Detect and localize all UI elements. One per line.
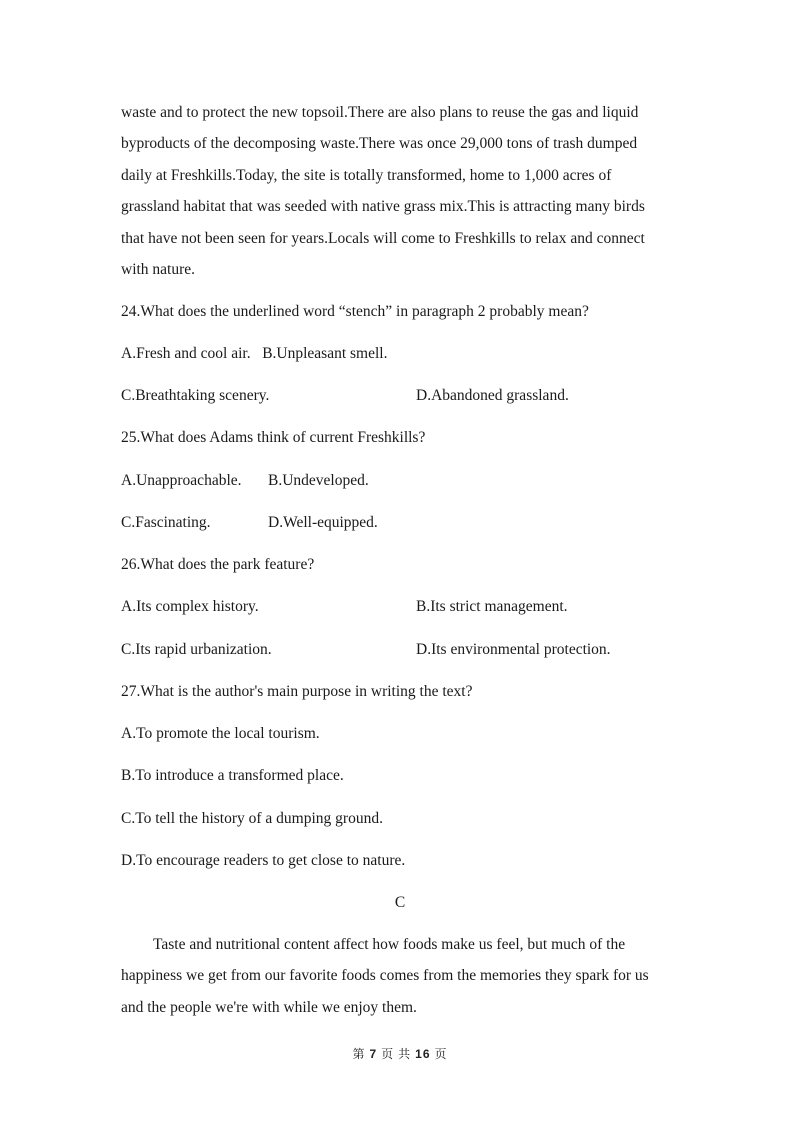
question-27-option-d: D.To encourage readers to get close to nature. bbox=[121, 852, 406, 869]
section-c-line-3: and the people we're with while we enjoy them. bbox=[121, 998, 417, 1016]
question-27-option-b: B.To introduce a transformed place. bbox=[121, 767, 344, 784]
section-c-heading: C bbox=[394, 894, 406, 911]
question-26-option-c: C.Its rapid urbanization. bbox=[121, 641, 272, 658]
question-24-option-d: D.Abandoned grassland. bbox=[416, 387, 569, 404]
question-26-stem: 26.What does the park feature? bbox=[121, 556, 315, 573]
footer-page-number: 7 bbox=[369, 1047, 378, 1061]
footer-suffix: 页 bbox=[434, 1047, 448, 1061]
passage-b-line-3: daily at Freshkills.Today, the site is totally transformed, home to 1,000 acres of bbox=[121, 166, 612, 184]
question-27-option-c: C.To tell the history of a dumping ground. bbox=[121, 810, 383, 827]
footer-middle: 页 共 bbox=[381, 1047, 412, 1061]
question-25-option-b: B.Undeveloped. bbox=[268, 472, 369, 489]
question-25-option-d: D.Well-equipped. bbox=[268, 514, 378, 531]
section-c-paragraph bbox=[121, 929, 701, 1023]
question-24-option-b: B.Unpleasant smell. bbox=[262, 345, 388, 362]
passage-b-line-4: grassland habitat that was seeded with native grass mix.This is attracting many birds bbox=[121, 198, 645, 216]
question-24-options-ab bbox=[121, 344, 387, 364]
passage-b-line-5: that have not been seen for years.Locals will come to Freshkills to relax and connect bbox=[121, 229, 645, 247]
question-26-option-b: B.Its strict management. bbox=[416, 598, 568, 615]
footer-total-pages: 16 bbox=[415, 1047, 431, 1061]
section-c-line-1: Taste and nutritional content affect how foods make us feel, but much of the bbox=[153, 936, 626, 953]
question-25-option-c: C.Fascinating. bbox=[121, 514, 211, 531]
question-25-stem: 25.What does Adams think of current Freshkills? bbox=[121, 429, 426, 446]
section-c-line-2: happiness we get from our favorite foods comes from the memories they spark for us bbox=[121, 967, 649, 985]
question-24-option-a: A.Fresh and cool air. bbox=[121, 345, 251, 362]
question-25-option-a: A.Unapproachable. bbox=[121, 472, 242, 489]
question-27-stem: 27.What is the author's main purpose in writing the text? bbox=[121, 683, 473, 700]
question-26-option-d: D.Its environmental protection. bbox=[416, 641, 611, 658]
question-26-option-a: A.Its complex history. bbox=[121, 598, 259, 615]
footer-prefix: 第 bbox=[352, 1047, 366, 1061]
question-24-option-c: C.Breathtaking scenery. bbox=[121, 387, 270, 404]
passage-b-line-2: byproducts of the decomposing waste.There was once 29,000 tons of trash dumped bbox=[121, 135, 638, 153]
question-27-option-a: A.To promote the local tourism. bbox=[121, 725, 320, 742]
passage-b-paragraph bbox=[121, 97, 681, 285]
question-24-stem: 24.What does the underlined word “stench” in paragraph 2 probably mean? bbox=[121, 303, 589, 320]
passage-b-line-1: waste and to protect the new topsoil.There are also plans to reuse the gas and liquid bbox=[121, 104, 639, 121]
passage-b-line-6: with nature. bbox=[121, 261, 196, 279]
page-footer bbox=[0, 1046, 800, 1062]
